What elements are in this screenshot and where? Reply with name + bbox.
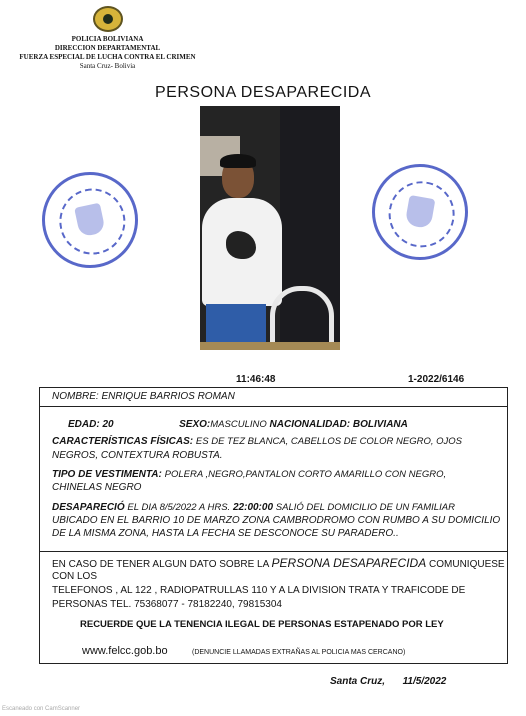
contact-numbers-line: PERSONAS TEL. 75368077 - 78182240, 79815304 [52, 599, 282, 610]
age-sex-row [68, 418, 408, 431]
contact-line-1 [52, 556, 505, 572]
header-line-3: FUERZA ESPECIAL DE LUCHA CONTRA EL CRIMEN [19, 53, 196, 61]
contact-line-2: CON LOS [52, 571, 98, 582]
contact-highlight: PERSONA DESAPARECIDA [271, 556, 427, 570]
contact-line-1a: EN CASO DE TENER ALGUN DATO SOBRE LA [52, 559, 269, 570]
header-line-1: POLICIA BOLIVIANA [71, 35, 144, 43]
scanner-watermark-text: Escaneado con CamScanner [2, 706, 81, 712]
features-label: CARACTERÍSTICAS FÍSICAS: [52, 436, 194, 447]
features-row [52, 435, 462, 448]
police-header [0, 6, 215, 71]
issue-date-value: 11/5/2022 [402, 676, 447, 687]
name-label: NOMBRE: [52, 391, 99, 402]
disappeared-time: 22:00:00 [232, 502, 274, 513]
name-row [52, 390, 235, 403]
person-name: ENRIQUE BARRIOS ROMAN [101, 391, 235, 402]
age-label: EDAD: [68, 419, 100, 430]
website-link[interactable]: www.felcc.gob.bo [82, 645, 168, 657]
features-line-2: NEGROS, CONTEXTURA ROBUSTA. [52, 450, 223, 461]
report-note: (DENUNCIE LLAMADAS EXTRAÑAS AL POLICIA MAS CERCANO) [192, 649, 406, 656]
sex-value: MASCULINO [210, 419, 267, 430]
disappeared-label: DESAPARECIÓ [52, 502, 125, 513]
disappeared-line-1: SALIÓ DEL DOMICILIO DE UN FAMILIAR [275, 502, 455, 513]
clothing-label: TIPO DE VESTIMENTA: [52, 469, 162, 480]
sex-label: SEXO: [179, 419, 211, 430]
header-line-2: DIRECCION DEPARTAMENTAL [54, 44, 161, 52]
police-stamp-right-icon [364, 156, 475, 267]
clothing-line-2: CHINELAS NEGRO [52, 482, 142, 493]
legal-warning: RECUERDE QUE LA TENENCIA ILEGAL DE PERSONAS ESTAPENADO POR LEY [80, 619, 444, 630]
nationality-label: NACIONALIDAD: [269, 419, 351, 430]
header-city: Santa Cruz- Bolivia [79, 62, 136, 70]
nationality-value: BOLIVIANA [352, 419, 408, 430]
missing-person-photo [200, 106, 340, 350]
clothing-row [52, 468, 446, 481]
age-value: 20 [102, 419, 114, 430]
clothing-line-1: POLERA ,NEGRO,PANTALON CORTO AMARILLO CON NEGRO, [164, 469, 447, 480]
scanner-watermark [0, 706, 526, 716]
issue-date [330, 676, 446, 687]
contact-line-1c: COMUNIQUESE [429, 559, 505, 570]
police-stamp-left-icon [33, 163, 147, 277]
contact-section [39, 552, 508, 664]
report-time: 11:46:48 [236, 374, 276, 385]
police-emblem-icon [93, 6, 123, 32]
disappeared-row [52, 501, 455, 514]
contact-phones-line: TELEFONOS , AL 122 , RADIOPATRULLAS 110 Y A LA DIVISION TRATA Y TRAFICODE DE [52, 585, 466, 596]
disappeared-line-2: UBICADO EN EL BARRIO 10 DE MARZO ZONA CAMBRODROMO CON RUMBO A SU DOMICILIO [52, 515, 501, 526]
issue-place: Santa Cruz, [330, 676, 386, 687]
disappeared-line-3: DE LA MISMA ZONA, HASTA LA FECHA SE DESCONOCE SU PARADERO.. [52, 528, 399, 539]
card-divider [40, 406, 507, 407]
features-line-1: ES DE TEZ BLANCA, CABELLOS DE COLOR NEGRO, OJOS [195, 436, 462, 447]
person-details-card [39, 387, 508, 552]
case-code: 1-2022/6146 [408, 374, 465, 385]
disappeared-date: EL DIA 8/5/2022 A HRS. [127, 502, 231, 513]
poster-title: PERSONA DESAPARECIDA [155, 84, 371, 101]
